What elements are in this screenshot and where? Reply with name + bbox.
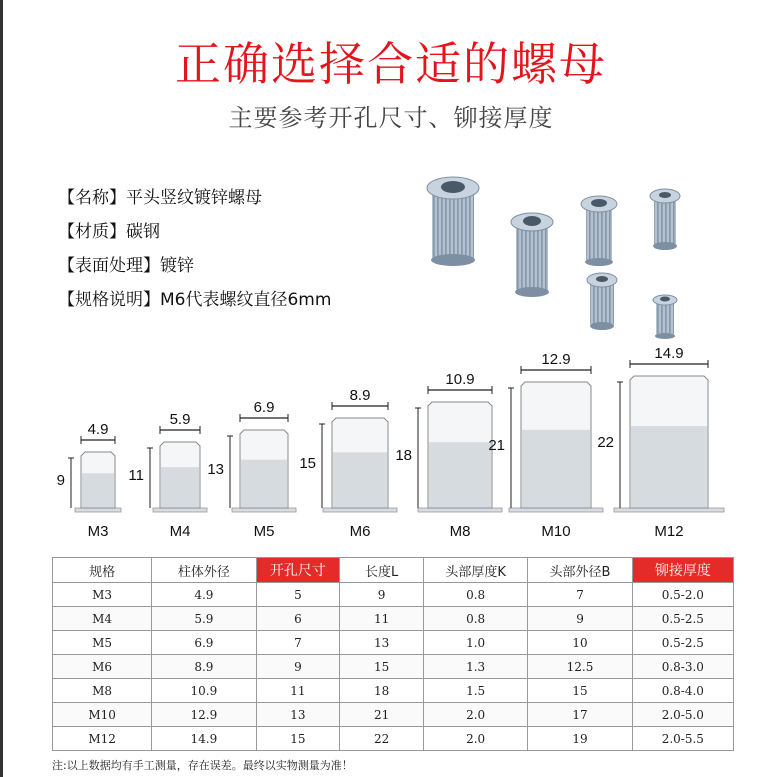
length-label: 18 [395, 447, 412, 464]
table-cell: 0.5-2.5 [632, 607, 733, 631]
nut-head [509, 508, 603, 512]
table-row [53, 583, 734, 607]
nut-small-1 [650, 189, 680, 250]
th-length: 长度L [340, 558, 424, 583]
nut-small-3 [653, 295, 677, 339]
spec-name: 【名称】平头竖纹镀锌螺母 [58, 188, 262, 208]
table-row [53, 703, 734, 727]
table-cell: 1.5 [423, 679, 527, 703]
table-cell: 0.8-3.0 [632, 655, 733, 679]
nut-body [521, 382, 591, 508]
length-label: 13 [207, 461, 224, 478]
diagram-item-m8 [395, 371, 502, 540]
size-name-label: M4 [169, 523, 191, 540]
table-row [53, 655, 734, 679]
table-cell: 7 [256, 631, 340, 655]
table-cell: 0.5-2.5 [632, 631, 733, 655]
nut-head [323, 508, 397, 512]
th-head-diameter: 头部外径B [528, 558, 632, 583]
th-body-diameter: 柱体外径 [152, 558, 256, 583]
diagram-item-m3 [57, 421, 121, 540]
table-cell: 0.5-2.0 [632, 583, 733, 607]
table-cell: 0.8-4.0 [632, 679, 733, 703]
table-cell: 0.8 [423, 583, 527, 607]
table-cell: 10 [528, 631, 632, 655]
table-row [53, 607, 734, 631]
footnote: 注:以上数据均有手工测量，存在误差。最终以实物测量为准！ [52, 759, 353, 772]
nut-head [614, 508, 724, 512]
size-name-label: M3 [87, 523, 109, 540]
table-cell: 10.9 [152, 679, 256, 703]
table-cell: 1.3 [423, 655, 527, 679]
nut-head [418, 508, 502, 512]
table-cell: 9 [256, 655, 340, 679]
table-cell: 4.9 [152, 583, 256, 607]
table-cell: M4 [53, 607, 152, 631]
width-label: 8.9 [349, 387, 371, 404]
table-cell: 13 [256, 703, 340, 727]
size-name-label: M6 [349, 523, 371, 540]
table-cell: 15 [256, 727, 340, 751]
table-cell: 0.8 [423, 607, 527, 631]
length-label: 15 [299, 455, 316, 472]
table-cell: 9 [340, 583, 424, 607]
spec-material: 【材质】碳钢 [58, 222, 160, 242]
width-label: 10.9 [445, 371, 475, 388]
length-label: 9 [56, 472, 65, 489]
th-spec: 规格 [53, 558, 152, 583]
width-label: 6.9 [253, 399, 275, 416]
spec-surface: 【表面处理】镀锌 [58, 256, 194, 276]
table-cell: 2.0 [423, 727, 527, 751]
spec-description: 【规格说明】M6代表螺纹直径6mm [58, 290, 332, 310]
table-row [53, 631, 734, 655]
width-label: 14.9 [654, 345, 684, 362]
size-name-label: M12 [654, 523, 684, 540]
table-cell: 9 [528, 607, 632, 631]
nut-large [427, 177, 479, 266]
width-label: 12.9 [541, 351, 571, 368]
diagram-item-m5 [207, 399, 296, 540]
table-cell: 2.0-5.0 [632, 703, 733, 727]
nut-small-2 [587, 273, 617, 330]
table-row [53, 679, 734, 703]
table-cell: 18 [340, 679, 424, 703]
table-cell: 13 [340, 631, 424, 655]
table-cell: 14.9 [152, 727, 256, 751]
length-label: 21 [488, 437, 505, 454]
table-cell: M3 [53, 583, 152, 607]
table-cell: 2.0 [423, 703, 527, 727]
table-cell: M8 [53, 679, 152, 703]
table-cell: M10 [53, 703, 152, 727]
nut-body [81, 452, 115, 508]
product-photo [410, 160, 710, 350]
size-name-label: M10 [541, 523, 571, 540]
table-cell: 11 [340, 607, 424, 631]
table-cell: 5.9 [152, 607, 256, 631]
nut-head [153, 508, 207, 512]
table-cell: M6 [53, 655, 152, 679]
table-cell: 15 [340, 655, 424, 679]
table-cell: 6.9 [152, 631, 256, 655]
table-cell: 2.0-5.5 [632, 727, 733, 751]
nut-medium-1 [511, 213, 553, 297]
page-title: 正确选择合适的螺母 [175, 37, 607, 91]
width-label: 5.9 [169, 411, 191, 428]
table-cell: 8.9 [152, 655, 256, 679]
size-diagram [0, 340, 782, 550]
table-cell: 15 [528, 679, 632, 703]
th-grip-range: 铆接厚度 [632, 558, 733, 583]
th-hole-size: 开孔尺寸 [256, 558, 340, 583]
table-cell: 1.0 [423, 631, 527, 655]
table-cell: M12 [53, 727, 152, 751]
table-cell: 17 [528, 703, 632, 727]
spec-table-wrap [52, 557, 734, 751]
table-cell: 12.9 [152, 703, 256, 727]
length-label: 22 [597, 434, 614, 451]
diagram-item-m6 [299, 387, 397, 540]
page-subtitle: 主要参考开孔尺寸、铆接厚度 [228, 104, 554, 132]
nut-medium-2 [581, 196, 617, 266]
length-label: 11 [128, 467, 144, 484]
table-cell: 11 [256, 679, 340, 703]
spec-table [52, 557, 734, 751]
table-header-row [53, 558, 734, 583]
size-name-label: M5 [253, 523, 275, 540]
table-cell: 12.5 [528, 655, 632, 679]
table-cell: 21 [340, 703, 424, 727]
th-head-thickness: 头部厚度K [423, 558, 527, 583]
table-cell: 22 [340, 727, 424, 751]
diagram-item-m4 [128, 411, 207, 540]
nut-head [75, 508, 121, 512]
table-cell: 5 [256, 583, 340, 607]
size-name-label: M8 [449, 523, 471, 540]
nut-head [232, 508, 296, 512]
table-cell: 6 [256, 607, 340, 631]
table-cell: 19 [528, 727, 632, 751]
table-cell: 7 [528, 583, 632, 607]
diagram-item-m12 [597, 345, 724, 540]
table-cell: M5 [53, 631, 152, 655]
diagram-item-m10 [488, 351, 603, 540]
width-label: 4.9 [87, 421, 109, 438]
table-row [53, 727, 734, 751]
